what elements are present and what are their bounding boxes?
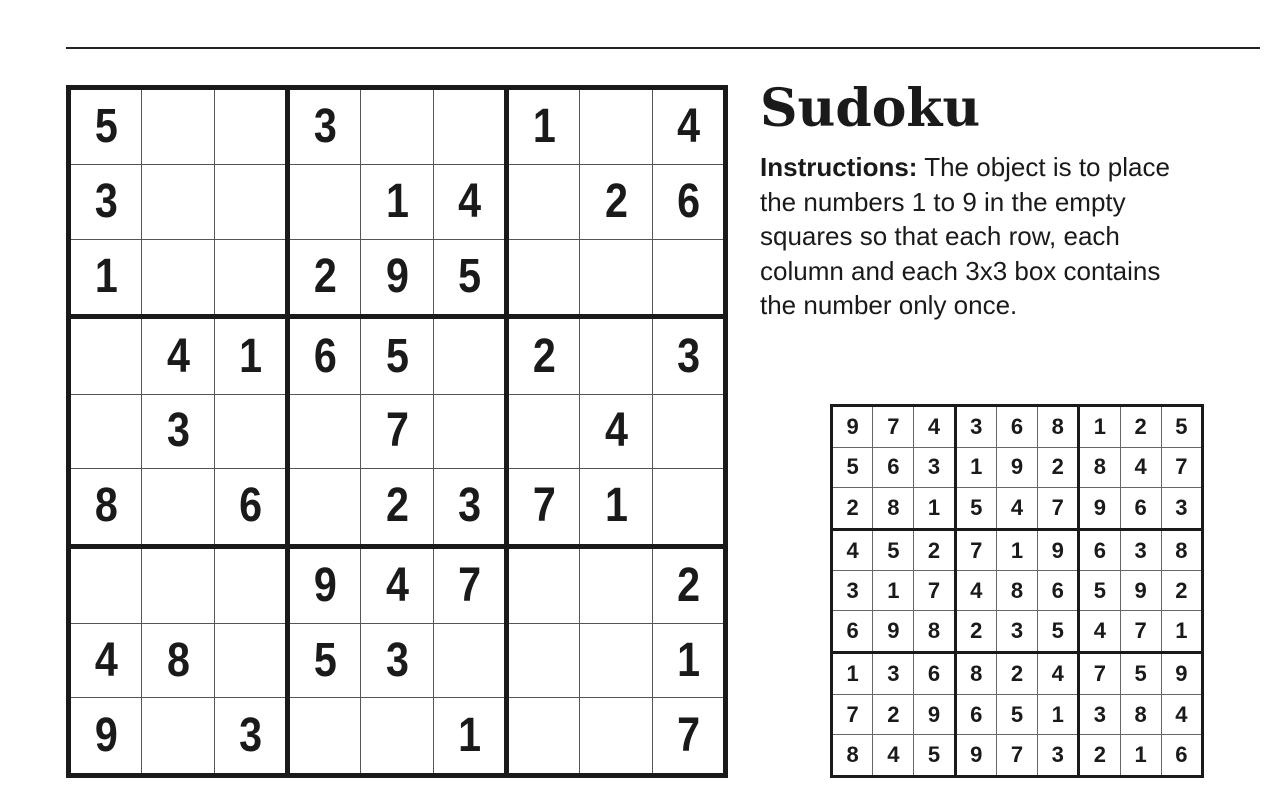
- solution-cell: 8: [914, 611, 955, 653]
- puzzle-cell[interactable]: [585, 317, 648, 394]
- puzzle-cell: 9: [74, 698, 137, 776]
- solution-cell: 8: [955, 653, 996, 695]
- solution-cell: 6: [996, 406, 1037, 448]
- puzzle-cell[interactable]: [512, 624, 575, 698]
- puzzle-cell[interactable]: [512, 239, 575, 316]
- solution-cell: 1: [955, 447, 996, 487]
- solution-cell: 2: [1120, 406, 1161, 448]
- puzzle-cell[interactable]: [439, 88, 502, 165]
- solution-cell: 7: [1038, 487, 1079, 529]
- puzzle-cell[interactable]: [293, 165, 356, 239]
- puzzle-cell: 8: [74, 469, 137, 546]
- puzzle-cell: 9: [366, 239, 429, 316]
- puzzle-cell[interactable]: [147, 546, 210, 623]
- puzzle-cell: 4: [147, 317, 210, 394]
- instructions-label: Instructions:: [760, 152, 918, 182]
- solution-cell: 2: [1079, 735, 1120, 777]
- puzzle-row: [69, 469, 726, 546]
- puzzle-cell: 3: [293, 88, 356, 165]
- puzzle-cell: 2: [585, 165, 648, 239]
- solution-cell: 2: [955, 611, 996, 653]
- solution-cell: 2: [1161, 571, 1202, 611]
- puzzle-row: [69, 165, 726, 239]
- solution-cell: 4: [955, 571, 996, 611]
- solution-cell: 6: [914, 653, 955, 695]
- solution-cell: 8: [1038, 406, 1079, 448]
- solution-cell: 5: [1079, 571, 1120, 611]
- solution-cell: 6: [955, 695, 996, 735]
- puzzle-cell[interactable]: [658, 469, 721, 546]
- puzzle-cell[interactable]: [293, 394, 356, 468]
- puzzle-cell: 7: [366, 394, 429, 468]
- puzzle-cell: 3: [147, 394, 210, 468]
- puzzle-cell[interactable]: [439, 394, 502, 468]
- puzzle-cell: 4: [658, 88, 721, 165]
- puzzle-cell[interactable]: [74, 317, 137, 394]
- puzzle-cell: 4: [366, 546, 429, 623]
- solution-cell: 5: [832, 447, 873, 487]
- puzzle-cell[interactable]: [147, 165, 210, 239]
- puzzle-cell[interactable]: [220, 88, 283, 165]
- solution-cell: 7: [914, 571, 955, 611]
- solution-cell: 1: [1161, 611, 1202, 653]
- puzzle-cell[interactable]: [512, 394, 575, 468]
- puzzle-cell: 1: [439, 698, 502, 776]
- solution-cell: 5: [955, 487, 996, 529]
- puzzle-cell[interactable]: [512, 165, 575, 239]
- solution-cell: 8: [996, 571, 1037, 611]
- puzzle-cell: 5: [366, 317, 429, 394]
- puzzle-cell: 9: [293, 546, 356, 623]
- solution-cell: 8: [1161, 529, 1202, 571]
- solution-cell: 9: [1120, 571, 1161, 611]
- puzzle-cell[interactable]: [220, 239, 283, 316]
- solution-cell: 2: [1038, 447, 1079, 487]
- solution-cell: 4: [1079, 611, 1120, 653]
- solution-row: [832, 406, 1203, 448]
- solution-cell: 7: [832, 695, 873, 735]
- puzzle-cell: 1: [220, 317, 283, 394]
- puzzle-cell[interactable]: [366, 698, 429, 776]
- solution-cell: 5: [996, 695, 1037, 735]
- solution-row: [832, 447, 1203, 487]
- solution-cell: 2: [873, 695, 914, 735]
- solution-cell: 7: [1079, 653, 1120, 695]
- solution-cell: 2: [914, 529, 955, 571]
- solution-cell: 6: [1038, 571, 1079, 611]
- puzzle-cell: 3: [658, 317, 721, 394]
- puzzle-cell[interactable]: [220, 546, 283, 623]
- puzzle-cell: 5: [74, 88, 137, 165]
- solution-cell: 1: [1079, 406, 1120, 448]
- puzzle-cell: 2: [658, 546, 721, 623]
- solution-cell: 3: [955, 406, 996, 448]
- solution-cell: 4: [1161, 695, 1202, 735]
- solution-cell: 8: [1079, 447, 1120, 487]
- solution-cell: 4: [914, 406, 955, 448]
- solution-cell: 5: [1161, 406, 1202, 448]
- solution-cell: 4: [1120, 447, 1161, 487]
- puzzle-cell[interactable]: [147, 698, 210, 776]
- solution-cell: 3: [996, 611, 1037, 653]
- solution-row: [832, 653, 1203, 695]
- puzzle-cell[interactable]: [658, 394, 721, 468]
- solution-row: [832, 529, 1203, 571]
- puzzle-cell: 3: [439, 469, 502, 546]
- solution-cell: 3: [914, 447, 955, 487]
- solution-row: [832, 571, 1203, 611]
- puzzle-cell[interactable]: [147, 469, 210, 546]
- solution-cell: 9: [996, 447, 1037, 487]
- solution-cell: 5: [914, 735, 955, 777]
- solution-cell: 4: [832, 529, 873, 571]
- puzzle-cell[interactable]: [293, 469, 356, 546]
- puzzle-cell[interactable]: [585, 546, 648, 623]
- solution-cell: 9: [955, 735, 996, 777]
- instructions-body: The object is to place the numbers 1 to 9 in the empty squares so that each row, each column and each 3x3 box contains the number only once.: [760, 152, 1170, 320]
- puzzle-cell[interactable]: [658, 239, 721, 316]
- solution-cell: 9: [914, 695, 955, 735]
- puzzle-cell: 6: [293, 317, 356, 394]
- puzzle-cell[interactable]: [512, 546, 575, 623]
- solution-cell: 1: [914, 487, 955, 529]
- puzzle-cell[interactable]: [512, 698, 575, 776]
- solution-cell: 7: [955, 529, 996, 571]
- solution-row: [832, 487, 1203, 529]
- solution-cell: 9: [1079, 487, 1120, 529]
- solution-cell: 7: [873, 406, 914, 448]
- puzzle-cell[interactable]: [220, 624, 283, 698]
- puzzle-cell: 1: [366, 165, 429, 239]
- puzzle-cell[interactable]: [585, 624, 648, 698]
- solution-cell: 8: [873, 487, 914, 529]
- puzzle-row: [69, 394, 726, 468]
- solution-cell: 3: [1079, 695, 1120, 735]
- puzzle-cell[interactable]: [585, 239, 648, 316]
- puzzle-row: [69, 317, 726, 394]
- solution-cell: 1: [996, 529, 1037, 571]
- solution-cell: 9: [873, 611, 914, 653]
- puzzle-cell: 1: [74, 239, 137, 316]
- puzzle-cell: 3: [366, 624, 429, 698]
- solution-cell: 1: [873, 571, 914, 611]
- solution-cell: 6: [1079, 529, 1120, 571]
- puzzle-cell[interactable]: [147, 239, 210, 316]
- puzzle-cell: 5: [439, 239, 502, 316]
- solution-cell: 2: [832, 487, 873, 529]
- solution-cell: 9: [832, 406, 873, 448]
- top-divider-rule: [66, 47, 1260, 49]
- puzzle-cell: 7: [439, 546, 502, 623]
- puzzle-cell: 1: [658, 624, 721, 698]
- puzzle-row: [69, 239, 726, 316]
- solution-cell: 6: [832, 611, 873, 653]
- solution-cell: 9: [1038, 529, 1079, 571]
- solution-cell: 6: [1161, 735, 1202, 777]
- puzzle-cell: 4: [74, 624, 137, 698]
- solution-cell: 3: [1120, 529, 1161, 571]
- solution-cell: 8: [1120, 695, 1161, 735]
- solution-cell: 4: [996, 487, 1037, 529]
- puzzle-row: [69, 546, 726, 623]
- puzzle-cell: 2: [512, 317, 575, 394]
- puzzle-cell: 4: [439, 165, 502, 239]
- puzzle-cell: 7: [512, 469, 575, 546]
- puzzle-cell[interactable]: [585, 88, 648, 165]
- puzzle-cell[interactable]: [366, 88, 429, 165]
- puzzle-cell: 1: [585, 469, 648, 546]
- puzzle-cell: 2: [293, 239, 356, 316]
- solution-cell: 3: [1161, 487, 1202, 529]
- puzzle-cell: 6: [220, 469, 283, 546]
- puzzle-cell[interactable]: [293, 698, 356, 776]
- instructions-text: [760, 150, 1190, 323]
- puzzle-cell[interactable]: [74, 394, 137, 468]
- solution-cell: 1: [1038, 695, 1079, 735]
- page-title: Sudoku: [760, 78, 981, 139]
- puzzle-row: [69, 624, 726, 698]
- puzzle-cell: 8: [147, 624, 210, 698]
- solution-cell: 3: [873, 653, 914, 695]
- solution-row: [832, 611, 1203, 653]
- puzzle-cell: 6: [658, 165, 721, 239]
- solution-cell: 1: [832, 653, 873, 695]
- puzzle-row: [69, 698, 726, 776]
- solution-cell: 3: [832, 571, 873, 611]
- solution-cell: 9: [1161, 653, 1202, 695]
- solution-row: [832, 695, 1203, 735]
- solution-cell: 4: [873, 735, 914, 777]
- puzzle-cell[interactable]: [439, 624, 502, 698]
- solution-cell: 2: [996, 653, 1037, 695]
- solution-cell: 1: [1120, 735, 1161, 777]
- puzzle-cell: 3: [220, 698, 283, 776]
- puzzle-cell: 7: [658, 698, 721, 776]
- solution-cell: 7: [1120, 611, 1161, 653]
- solution-cell: 7: [1161, 447, 1202, 487]
- solution-cell: 8: [832, 735, 873, 777]
- solution-cell: 6: [1120, 487, 1161, 529]
- puzzle-cell[interactable]: [147, 88, 210, 165]
- puzzle-cell[interactable]: [220, 165, 283, 239]
- puzzle-cell: 5: [293, 624, 356, 698]
- puzzle-cell: 2: [366, 469, 429, 546]
- solution-cell: 4: [1038, 653, 1079, 695]
- solution-cell: 3: [1038, 735, 1079, 777]
- solution-cell: 7: [996, 735, 1037, 777]
- solution-cell: 5: [1038, 611, 1079, 653]
- puzzle-row: [69, 88, 726, 165]
- puzzle-cell[interactable]: [74, 546, 137, 623]
- puzzle-cell[interactable]: [585, 698, 648, 776]
- solution-cell: 5: [1120, 653, 1161, 695]
- solution-cell: 6: [873, 447, 914, 487]
- puzzle-cell: 1: [512, 88, 575, 165]
- solution-row: [832, 735, 1203, 777]
- puzzle-cell[interactable]: [220, 394, 283, 468]
- puzzle-cell: 3: [74, 165, 137, 239]
- puzzle-cell[interactable]: [439, 317, 502, 394]
- sudoku-solution-grid: [830, 404, 1204, 778]
- puzzle-cell: 4: [585, 394, 648, 468]
- solution-cell: 5: [873, 529, 914, 571]
- sudoku-puzzle-grid: [66, 85, 728, 778]
